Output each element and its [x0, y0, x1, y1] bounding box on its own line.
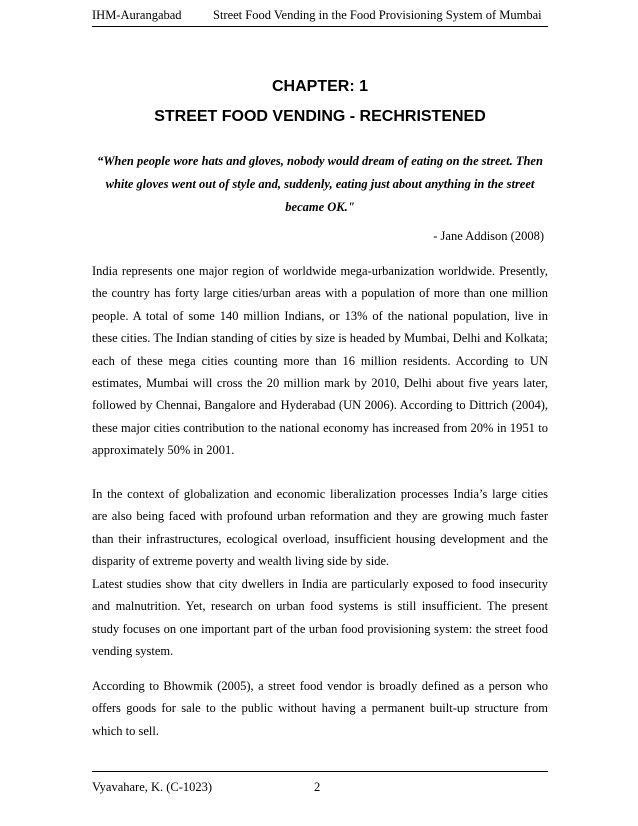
page-number: 2	[314, 780, 321, 794]
chapter-title: STREET FOOD VENDING - RECHRISTENED	[154, 108, 486, 125]
body-paragraph: According to Bhowmik (2005), a street food vendor is broadly defined as a person who offers goods for sale to the public without having a permanent built-up structure from which to sell.	[92, 679, 548, 738]
body-paragraph: Latest studies show that city dwellers in India are particularly exposed to food insecurity and malnutrition. Yet, research on urban food systems is still insufficient. The present study focuses on one important part of the urban food provisioning system: the street food vending system.	[92, 577, 548, 659]
page-footer	[92, 771, 548, 796]
header-institution: IHM-Aurangabad	[92, 8, 182, 22]
header-running-title: Street Food Vending in the Food Provisioning System of Mumbai	[213, 8, 542, 22]
epigraph-quote: “When people wore hats and gloves, nobody would dream of eating on the street. Then white gloves went out of style and, suddenly, eating just about anything in the street became OK."	[97, 154, 543, 214]
footer-author: Vyavahare, K. (C-1023)	[92, 780, 213, 794]
page-header	[92, 8, 548, 27]
epigraph-attribution: - Jane Addison (2008)	[433, 229, 544, 243]
chapter-label: CHAPTER: 1	[271, 78, 368, 95]
body-paragraph: India represents one major region of worldwide mega-urbanization worldwide. Presently, the country has forty large cities/urban areas with a population of more than one million people. A total of some 140 million Indians, or 13% of the national population, live in these cities. The Indian standing of cities by size is headed by Mumbai, Delhi and Kolkata; each of these mega cities counting more than 16 million residents. According to UN estimates, Mumbai will cross the 20 million mark by 2010, Delhi about five years later, followed by Chennai, Bangalore and Hyderabad (UN 2006). According to Dittrich (2004), these major cities contribution to the national economy has increased from 20% in 1951 to approximately 50% in 2001.	[92, 264, 548, 458]
body-paragraph: In the context of globalization and economic liberalization processes India’s large cities are also being faced with profound urban reformation and they are growing much faster than their infrastructures, ecological overload, insufficient housing development and the disparity of extreme poverty and wealth living side by side.	[92, 487, 548, 569]
